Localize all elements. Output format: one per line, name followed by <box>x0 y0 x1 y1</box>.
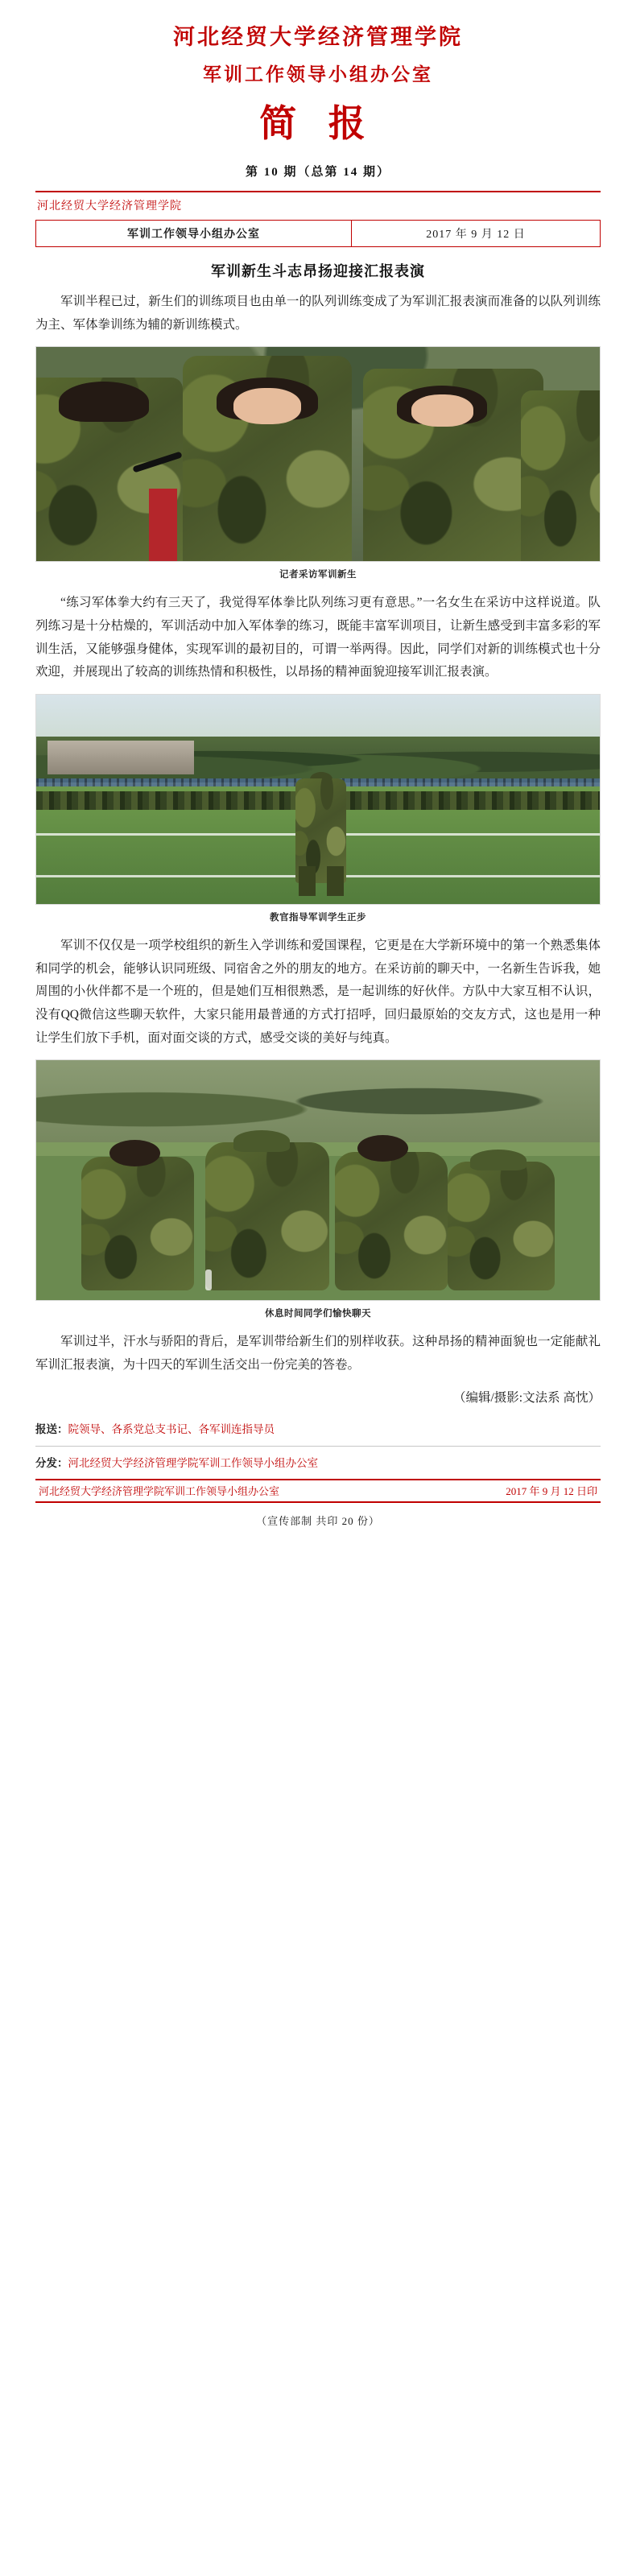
article-paragraph-4: 军训过半，汗水与骄阳的背后，是军训带给新生们的别样收获。这种昂扬的精神面貌也一定能献礼军训汇报表演，为十四天的军训生活交出一份完美的答卷。 <box>35 1335 601 1373</box>
article-credit: （编辑/摄影:文法系 高忱） <box>453 1390 601 1405</box>
photo-caption-1: 记者采访军训新生 <box>279 570 357 580</box>
sub-organization-label: 河北经贸大学经济管理学院 <box>37 200 182 213</box>
photo-caption-3: 休息时间同学们愉快聊天 <box>265 1309 371 1319</box>
distribute-row <box>35 1453 601 1474</box>
photo1-center-face <box>233 388 301 424</box>
distribute-value: 河北经贸大学经济管理学院军训工作领导小组办公室 <box>68 1457 318 1470</box>
photo3-cap-4 <box>470 1150 527 1171</box>
distribute-label: 分发： <box>35 1457 68 1470</box>
article-paragraph-2: “练习军体拳大约有三天了，我觉得军体拳比队列练习更有意思。”一名女生在采访中这样说道。队列练习是十分枯燥的，军训活动中加入军体拳的练习，既能丰富军训项目，让新生感受到丰富多彩的军训生活，又能够强身健体，实现军训的最初目的，可谓一举两得。因此，同学们对新的训练模式也十分欢迎，并展现出了较高的训练热情和积极性，以昂扬的精神面貌迎接军训汇报表演。 <box>35 596 601 679</box>
photo3-head-1 <box>109 1140 160 1166</box>
photo3-person-4 <box>448 1162 555 1291</box>
info-bar <box>35 220 601 247</box>
photo1-left-hair <box>59 382 149 423</box>
organization-name-line-2: 军训工作领导小组办公室 <box>203 64 433 85</box>
organization-name-line-1: 河北经贸大学经济管理学院 <box>173 25 463 49</box>
photo3-head-3 <box>357 1135 408 1162</box>
photo1-right-face <box>411 394 473 427</box>
photo3-water-bottle <box>205 1269 212 1290</box>
article-paragraph-1: 军训半程已过，新生们的训练项目也由单一的队列训练变成了为军训汇报表演而准备的以队列训练为主、军体拳训练为辅的新训练模式。 <box>35 294 601 332</box>
photo-image-instructor-drill <box>35 694 601 905</box>
photo2-soldier-leg-left <box>299 866 316 895</box>
photo3-background <box>36 1060 600 1141</box>
photo-image-rest-chat <box>35 1059 601 1301</box>
masthead <box>35 21 601 180</box>
footer-bar-office: 河北经贸大学经济管理学院军训工作领导小组办公室 <box>39 1485 280 1498</box>
photo-caption-2: 教官指导军训学生正步 <box>270 913 366 923</box>
page-title: 简 报 <box>259 102 377 144</box>
masthead-divider <box>35 191 601 192</box>
footer-bar-date: 2017 年 9 月 12 日印 <box>506 1485 597 1498</box>
photo1-person-far-right <box>521 390 601 562</box>
photo3-person-3 <box>335 1152 448 1291</box>
photo-image-reporter-interview <box>35 346 601 562</box>
photo-figure-3 <box>35 1059 601 1319</box>
photo2-building <box>47 741 194 774</box>
photo2-soldier-leg-right <box>327 866 344 895</box>
print-note: （宣传部制 共印 20 份） <box>256 1514 380 1527</box>
issue-number: 第 10 期（总第 14 期） <box>245 165 390 179</box>
footer-divider-1 <box>35 1446 601 1447</box>
info-date-cell: 2017 年 9 月 12 日 <box>426 228 526 241</box>
report-label: 报送： <box>35 1423 68 1436</box>
photo3-person-2 <box>205 1142 329 1291</box>
report-value: 院领导、各系党总支书记、各军训连指导员 <box>68 1423 275 1436</box>
report-row <box>35 1419 601 1440</box>
photo1-red-accent <box>149 489 177 561</box>
article-paragraph-3: 军训不仅仅是一项学校组织的新生入学训练和爱国课程，它更是在大学新环境中的第一个熟悉集体和同学的机会，能够认识同班级、同宿舍之外的朋友的地方。在采访前的聊天中，一名新生告诉我，她周围的小伙伴都不是一个班的，但是她们互相很熟悉，是一起训练的好伙伴。方队中大家互相不认识，没有QQ微信这些聊天软件，大家只能用最普通的方式打招呼，回归最原始的交友方式，这也是用一种让学生们放下手机，面对面交谈的方式，感受交谈的美好与纯真。 <box>35 939 601 1045</box>
photo3-person-1 <box>81 1157 194 1291</box>
photo3-cap-2 <box>233 1130 290 1152</box>
photo-figure-1 <box>35 346 601 580</box>
article-title: 军训新生斗志昂扬迎接汇报表演 <box>211 262 425 279</box>
footer-bar <box>35 1479 601 1503</box>
info-office-cell: 军训工作领导小组办公室 <box>36 221 352 246</box>
photo-figure-2 <box>35 694 601 923</box>
